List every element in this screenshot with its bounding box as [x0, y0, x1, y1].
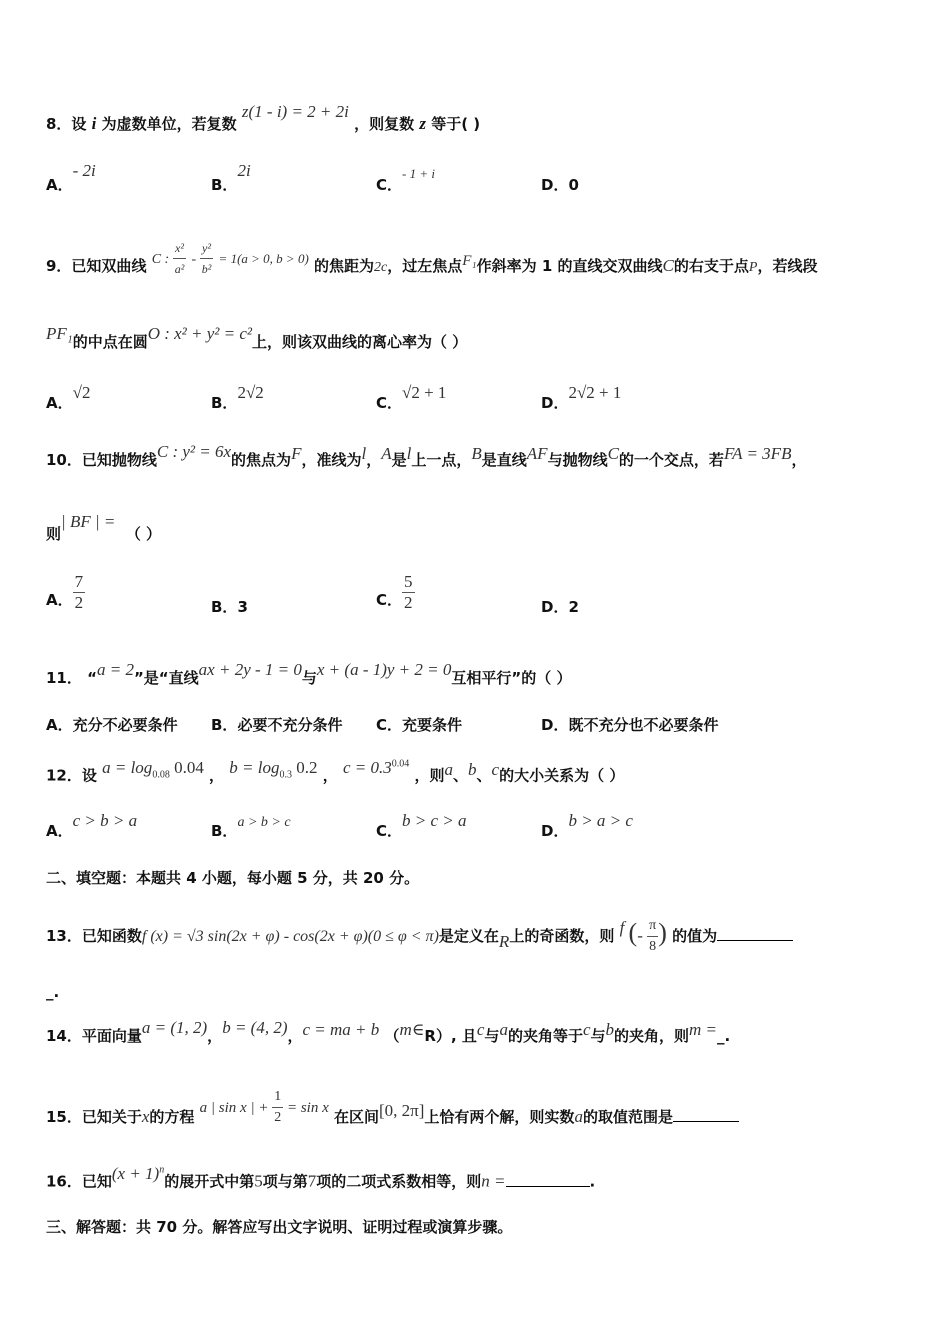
question-8: 8．设 i 为虚数单位，若复数 z(1 - i) = 2 + 2i ，则复数 z 等于( )	[46, 102, 481, 133]
option-c: C．充要条件	[376, 716, 463, 734]
option-d: D．b > a > c	[541, 811, 633, 840]
question-10: 10．已知抛物线C : y² = 6x的焦点为F，准线为l，A是l上一点，B是直线AF与抛物线C的一个交点，若FA = 3FB，	[46, 442, 807, 469]
formula: z(1 - i) = 2 + 2i	[241, 102, 349, 121]
option-b: B．2√2	[211, 383, 264, 412]
question-12: 12．设 $a = \log_{0.08} 0.04$ ， $b = \log_{0.3} 0.2$ ， $c = 0.3^{0.04}$ ，则a、b、c的大小关系为（ ）	[46, 757, 625, 785]
option-b: B．a > b > c	[211, 815, 291, 840]
option-b: B．3	[211, 598, 248, 616]
option-a: A．充分不必要条件	[46, 716, 178, 734]
option-a: A．- 2i	[46, 161, 96, 194]
option-a: A． $\frac{7}{2}$	[46, 572, 84, 612]
option-c: C．b > c > a	[376, 811, 467, 840]
option-b: B．2i	[211, 161, 251, 194]
question-9: 9．已知双曲线 C : $\frac{\text{x²}}{\text{a²}}$ - $\frac{\text{y²}}{\text{b²}}$ = 1(a > 0, b > 0) 的焦距为2c，过左焦点F₁作斜率为 1 的直线交双曲线C的右支于点P，若线段	[46, 246, 817, 287]
option-c: C．√2 + 1	[376, 383, 447, 412]
question-13-cont: _.	[46, 983, 60, 1001]
option-d: D．0	[541, 176, 579, 194]
option-c: C．- 1 + i	[376, 166, 435, 194]
formula: C : $\frac{\text{x²}}{\text{a²}}$ - $\frac{\text{y²}}{\text{b²}}$ = 1(a > 0, b > 0)	[152, 238, 309, 279]
question-13: 13．已知函数f (x) = √3 sin(2x + φ) - cos(2x + φ)(0 ≤ φ < π)是定义在R上的奇函数，则 f (- $\frac{\pi}{8}$ ) 的值为	[46, 916, 793, 957]
option-d: D．2√2 + 1	[541, 383, 622, 412]
option-c: C． $\frac{5}{2}$	[376, 572, 413, 612]
question-10-cont: 则| BF | = （ ）	[46, 512, 162, 543]
option-a: A．c > b > a	[46, 811, 138, 840]
question-15: 15．已知关于x的方程 a | sin x | + $\frac{1}{2}$ = sin x 在区间[0, 2π]上恰有两个解，则实数a的取值范围是	[46, 1097, 739, 1138]
question-11: 11． “a = 2”是“直线ax + 2y - 1 = 0与x + (a - 1)y + 2 = 0互相平行”的（ ）	[46, 660, 572, 687]
question-14: 14．平面向量a = (1, 2)，b = (4, 2)，c = ma + b （m∈R）, 且c与a的夹角等于c与b的夹角，则m =_.	[46, 1018, 731, 1045]
section-3-heading: 三、解答题：共 70 分。解答应写出文字说明、证明过程或演算步骤。	[46, 1218, 513, 1236]
section-2-heading: 二、填空题：本题共 4 小题，每小题 5 分，共 20 分。	[46, 869, 420, 887]
option-d: D．2	[541, 598, 579, 616]
option-a: A．√2	[46, 383, 91, 412]
question-16: 16．已知$(x + 1)^n$的展开式中第5项与第7项的二项式系数相等，则n = .	[46, 1163, 596, 1191]
option-d: D．既不充分也不必要条件	[541, 716, 719, 734]
question-9-cont: PF₁的中点在圆O : x² + y² = c²上，则该双曲线的离心率为（ ）	[46, 324, 468, 351]
option-b: B．必要不充分条件	[211, 716, 343, 734]
